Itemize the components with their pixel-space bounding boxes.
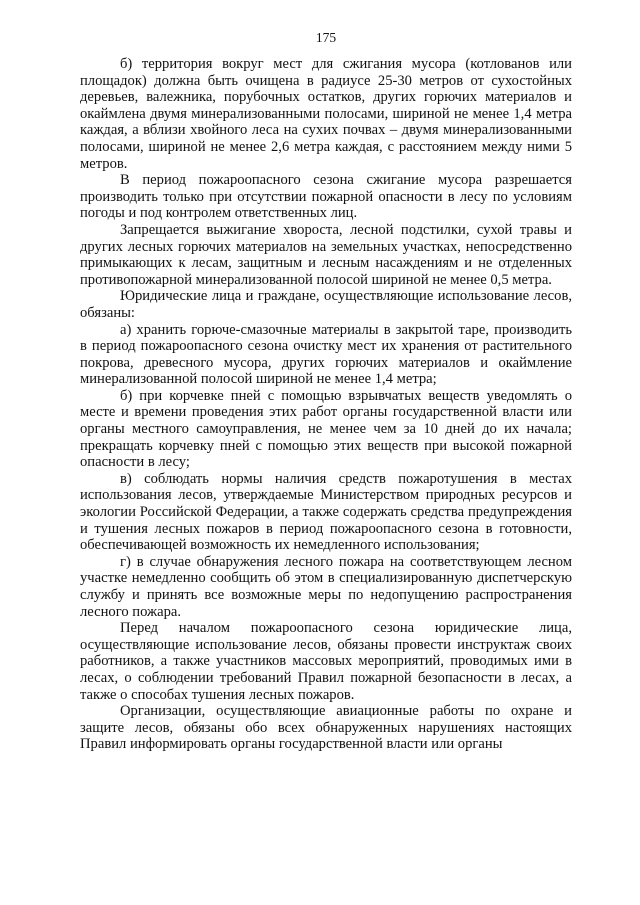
paragraph-obligations-intro: Юридические лица и граждане, осуществляющие использование лесов, обязаны: (80, 288, 572, 321)
paragraph-obligation-a: а) хранить горюче-смазочные материалы в закрытой таре, производить в период пожароопасного сезона очистку мест их хранения от растительного покрова, древесного мусора, других горючих материалов и окаймление минерализованной полосой шириной не менее 1,4 метра; (80, 321, 572, 388)
paragraph-prohibition: Запрещается выжигание хвороста, лесной подстилки, сухой травы и других лесных горючих материалов на земельных участках, непосредственно примыкающих к лесам, защитным и лесным насаждениям и не отделенных противопожарной минерализованной полосой шириной не менее 0,5 метра. (80, 221, 572, 288)
paragraph-aviation-organizations: Организации, осуществляющие авиационные работы по охране и защите лесов, обязаны обо всех обнаруженных нарушениях настоящих Правил информировать органы государственной власти или органы (80, 703, 572, 753)
paragraph-instruction: Перед началом пожароопасного сезона юридические лица, осуществляющие использование лесов, обязаны провести инструктаж своих работников, а также участников массовых мероприятий, проводимых ими в лесах, о соблюдении требований Правил пожарной безопасности в лесах, а также о способах тушения лесных пожаров. (80, 620, 572, 703)
page-number: 175 (315, 30, 337, 45)
paragraph-item-b-garbage-burning-area: б) территория вокруг мест для сжигания мусора (котлованов или площадок) должна быть очищена в радиусе 25-30 метров от сухостойных деревьев, валежника, порубочных остатков, других горючих материалов и окаймлена двумя минерализованными полосами, шириной не менее 1,4 метра каждая, а вблизи хвойного леса на сухих почвах – двумя минерализованными полосами, шириной не менее 2,6 метра каждая, с расстоянием между ними 5 метров. (80, 56, 572, 172)
paragraph-obligation-g: г) в случае обнаружения лесного пожара на соответствующем лесном участке немедленно сообщить об этом в специализированную диспетчерскую службу и принять все возможные меры по недопущению распространения лесного пожара. (80, 553, 572, 620)
paragraph-obligation-v: в) соблюдать нормы наличия средств пожаротушения в местах использования лесов, утверждаемые Министерством природных ресурсов и экологии Российской Федерации, а также содержать средства предупреждения и тушения лесных пожаров в период пожароопасного сезона в готовности, обеспечивающей возможность их немедленного использования; (80, 470, 572, 554)
document-page (80, 30, 572, 900)
paragraph-obligation-b: б) при корчевке пней с помощью взрывчатых веществ уведомлять о месте и времени проведения этих работ органы государственной власти или органы местного самоуправления, не менее чем за 10 дней до их начала; прекращать корчевку пней с помощью этих веществ при высокой пожарной опасности в лесу; (80, 387, 572, 471)
paragraph-fire-season-burning: В период пожароопасного сезона сжигание мусора разрешается производить только при отсутствии пожарной опасности в лесу по условиям погоды и под контролем ответственных лиц. (80, 172, 572, 222)
